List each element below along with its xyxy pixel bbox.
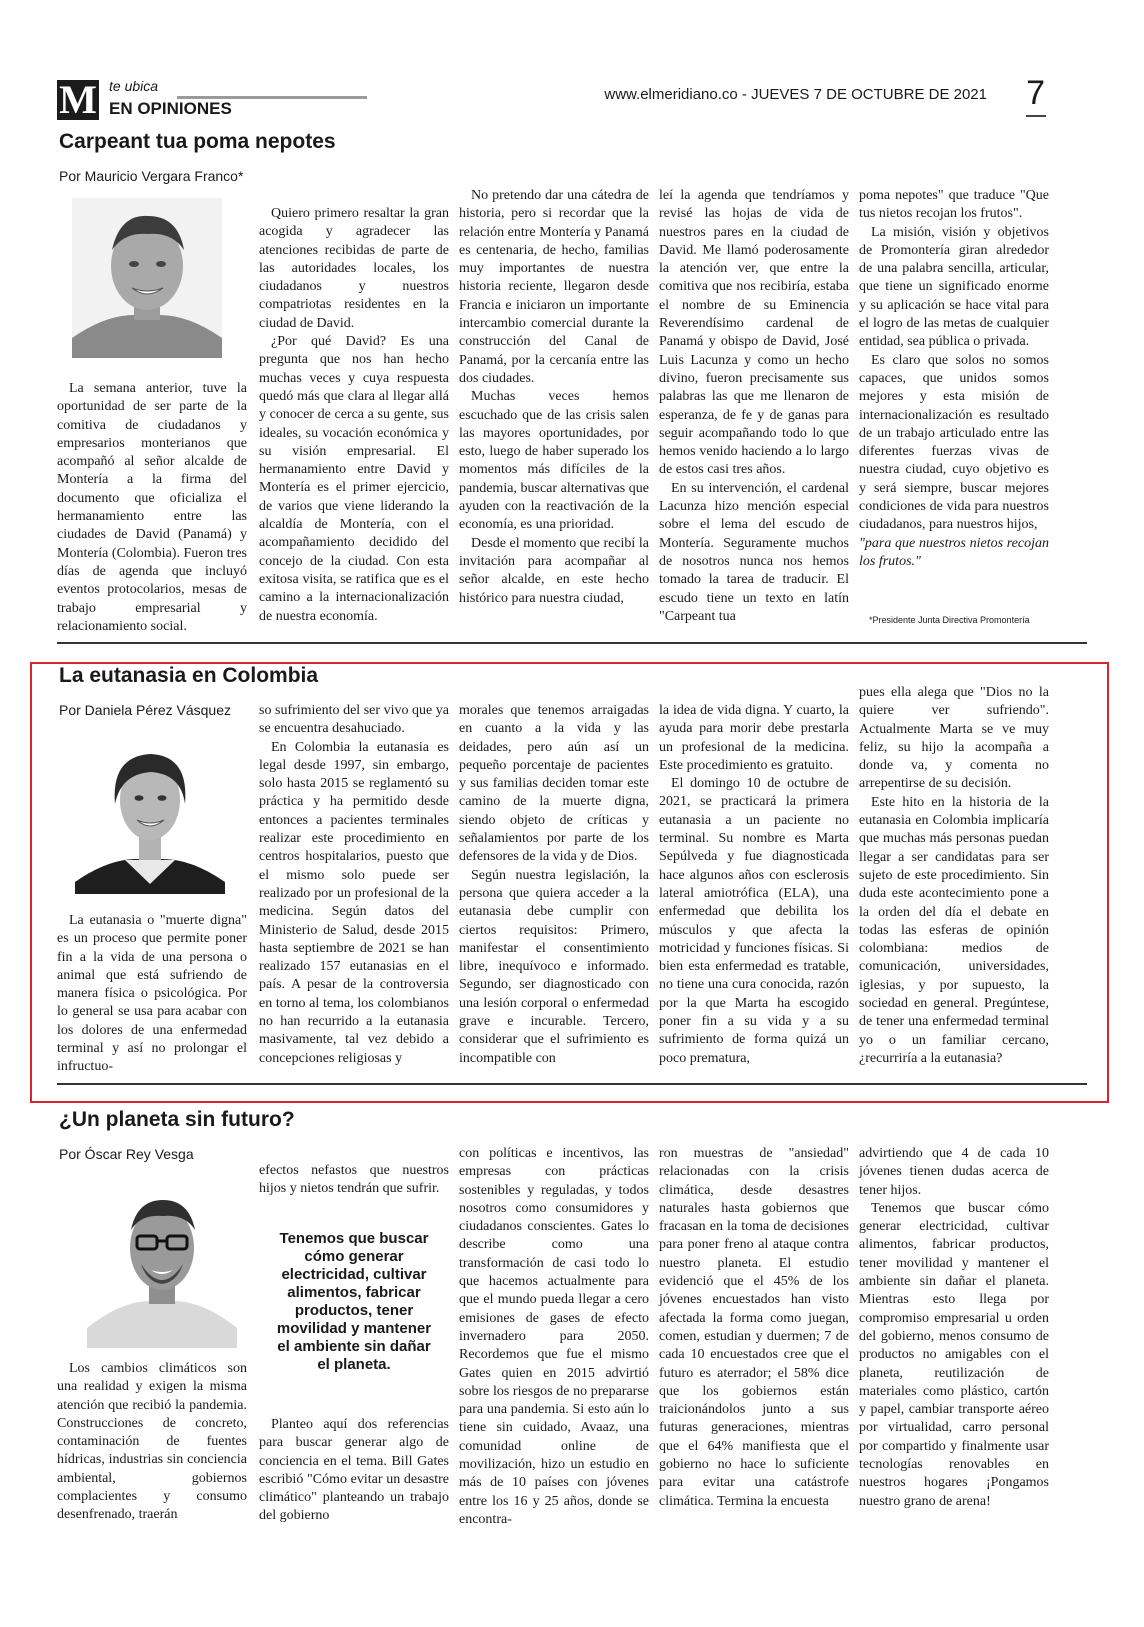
- author-portrait-icon: [72, 198, 222, 358]
- article-column-2: [259, 702, 449, 1068]
- author-footnote: *Presidente Junta Directiva Promontería: [869, 615, 1030, 625]
- article-column-1: [57, 380, 247, 636]
- paragraph: Tenemos que buscar cómo generar electricidad, cultivar alimentos, fabricar productos, tener movilidad y mantener el ambiente sin dañar el planeta. Mientras esto llega por compromiso empresarial u orden del gobierno, menos consumo de productos no amigables con el planeta, reutilización de materiales como plástico, cartón y papel, cambiar transporte aéreo por virtualidad, carro personal por compartido y finalmente usar tecnologías renovables en nuestros hogares ¡Pongamos nuestro grano de arena!: [859, 1200, 1049, 1509]
- paragraph: No pretendo dar una cátedra de historia, pero si recordar que la relación entre Montería y Panamá es centenaria, de hecho, familias muy importantes de nuestra historia reciente, llegaron desde Francia e iniciaron un importante intercambio comercial durante la construcción del Canal de Panamá, por la cercanía entre las dos ciudades.: [459, 188, 649, 386]
- article-byline: Por Óscar Rey Vesga: [59, 1146, 194, 1162]
- paragraph: leí la agenda que tendríamos y revisé las hojas de vida de nuestros pares en la ciudad de David. Me llamó poderosamente la atención ver, que entre la comitiva que nos recibiría, estaba el nombre de su Eminencia Reverendísimo cardenal de Panamá y obispo de David, José Luis Lacunza y como un hecho divino, fueron precisamente sus palabras las que me llenaron de esperanza, de fe y de ganas para seguir acompañando todo lo que hemos venido haciendo a lo largo de estos casi tres años.: [659, 188, 849, 478]
- paragraph: morales que tenemos arraigadas en cuanto a la vida y las deidades, pero aún así un pequeño porcentaje de pacientes y sus familias deciden tomar este camino de la muerte digna, siendo objeto de críticas y señalamientos por parte de los defensores de la vida y de Dios.: [459, 703, 649, 865]
- paragraph: En Colombia la eutanasia es legal desde 1997, sin embargo, solo hasta 2015 se reglamentó su práctica y ha permitido desde entonces a pacientes terminales realizar este procedimiento en centros hospitalarios, puesto que el mismo solo puede ser realizado por un profesional de la medicina. Según datos del Ministerio de Salud, desde 2015 hasta septiembre de 2021 se han realizado 157 eutanasias en el país. A pesar de la controversia en torno al tema, los colombianos no han recurrido a la eutanasia masivamente, tal vez debido a concepciones religiosas y: [259, 739, 449, 1066]
- article-headline: ¿Un planeta sin futuro?: [59, 1108, 295, 1131]
- pull-quote: Tenemos que buscar cómo generar electricidad, cultivar alimentos, fabricar productos, tener movilidad y mantener el ambiente sin dañar el planeta.: [276, 1230, 432, 1373]
- article-headline: La eutanasia en Colombia: [59, 664, 319, 687]
- article-column-5: [859, 1145, 1049, 1511]
- dateline: www.elmeridiano.co - JUEVES 7 DE OCTUBRE DE 2021: [604, 86, 987, 103]
- paragraph: advirtiendo que 4 de cada 10 jóvenes tienen dudas acerca de tener hijos.: [859, 1146, 1049, 1198]
- paragraph: Es claro que solos no somos capaces, que unidos somos mejores y esta misión de internacionalización es resultado de un trabajo articulado entre las diferentes fuerzas vivas de nuestra ciudad, cuyo objetivo es y será siempre, buscar mejores condiciones de vida para nuestros ciudadanos, para nuestros hijos,: [859, 352, 1049, 533]
- article-eutanasia: [57, 662, 1092, 1092]
- article-column-1: [57, 1360, 247, 1525]
- page-number: 7: [1026, 74, 1045, 112]
- article-column-5: [859, 684, 1049, 1068]
- article-column-2: [259, 205, 449, 626]
- page-number-rule: [1026, 115, 1046, 117]
- paragraph: El domingo 10 de octubre de 2021, se practicará la primera eutanasia a un paciente no terminal. Su nombre es Marta Sepúlveda y fue diagnosticada hace algunos años con esclerosis lateral amiotrófica (ELA), una enfermedad que debilita los músculos y que afecta la motricidad y funciones físicas. Si bien esta enfermedad es tratable, no tiene una cura conocida, razón por la que Marta ha escogido poner fin a su vida y a su sufrimiento de forma quizá un poco prematura,: [659, 776, 849, 1066]
- author-portrait-icon: [87, 1178, 237, 1348]
- author-portrait-icon: [75, 734, 225, 894]
- masthead: [57, 76, 1087, 122]
- article-column-2-top: [259, 1162, 449, 1199]
- article-carpeant: [57, 130, 1092, 634]
- paragraph: Planteo aquí dos referencias para buscar generar algo de conciencia en el tema. Bill Gates escribió "Cómo evitar un desastre climático" planteando un trabajo del gobierno: [259, 1417, 449, 1524]
- closing-quote: "para que nuestros nietos recojan los frutos.": [859, 535, 1049, 569]
- newspaper-logo: M: [57, 80, 99, 120]
- paragraph: Muchas veces hemos escuchado que de las crisis salen las mayores oportunidades, por esto, luego de haber superado los momentos más difíciles de la pandemia, buscar alternativas que ayuden con la reactivación de la economía, es una prioridad.: [459, 389, 649, 533]
- section-kicker: te ubica: [109, 78, 159, 94]
- section-divider: [57, 1083, 1087, 1085]
- paragraph: Desde el momento que recibí la invitación para acompañar al señor alcalde, en este hecho histórico para nuestra ciudad,: [459, 535, 649, 606]
- article-column-3: [459, 702, 649, 1068]
- paragraph: Según nuestra legislación, la persona que quiera acceder a la eutanasia debe cumplir con ciertos requisitos: Primero, manifestar el consentimiento libre, inequívoco e informado. Segundo, ser diagnosticado con una lesión corporal o enfermedad grave e incurable. Tercero, considerar que el sufrimiento es incompatible con: [459, 867, 649, 1066]
- paragraph: La semana anterior, tuve la oportunidad de ser parte de la comitiva de ciudadanos y empresarios monterianos que acompañó al señor alcalde de Montería a la firma del documento que oficializa el hermanamiento entre las ciudades de David (Panamá) y Montería (Colombia). Fueron tres días de agenda que incluyó eventos protocolarios, mesas de trabajo empresarial y relacionamiento social.: [57, 381, 247, 634]
- paragraph: Este hito en la historia de la eutanasia en Colombia implicaría que muchas más personas puedan llegar a ser candidatas para ser sujeto de este procedimiento. Sin duda este acontecimiento pone a la orden del día el debate en todas las esferas de opinión colombiana: medios de comunicación, universidades, iglesias, y por supuesto, la sociedad en general. Pregúntese, de tener una enfermedad terminal yo o un familiar cercano, ¿recurriría a la eutanasia?: [859, 794, 1049, 1066]
- article-column-4: [659, 1145, 849, 1511]
- article-column-2-bottom: [259, 1416, 449, 1526]
- paragraph: efectos nefastos que nuestros hijos y nietos tendrán que sufrir.: [259, 1163, 449, 1197]
- paragraph: con políticas e incentivos, las empresas con prácticas sostenibles y reguladas, y todos nosotros como consumidores y ciudadanos conscientes. Gates lo describe como una transformación de casi todo lo que hacemos actualmente para que el mundo pueda llegar a cero emisiones de gases de efecto invernadero para 2050. Recordemos que fue el mismo Gates quien en 2015 advirtió sobre los riesgos de no prepararse para una pandemia. Si esto aún lo tiene sin cuidado, Avaaz, una comunidad online de movilización, hizo un estudio en más de 10 países con jóvenes entre los 16 y 25 años, donde se encontra-: [459, 1146, 649, 1527]
- paragraph: ron muestras de "ansiedad" relacionadas con la crisis climática, desde desastres naturales hasta gobiernos que fracasan en la toma de decisiones para poner freno al ataque contra nuestro planeta. El estudio evidenció que el 45% de los jóvenes encuestados han visto afectada la forma como juegan, comen, estudian y duermen; 7 de cada 10 encuestados cree que el futuro es aterrador; el 58% dice que los gobiernos están traicionándolos junto a sus futuras generaciones, mientras que el 64% manifiesta que el gobierno no hace lo suficiente para evitar una catástrofe climática. Termina la encuesta: [659, 1146, 849, 1509]
- paragraph: pues ella alega que "Dios no la quiere ver sufriendo". Actualmente Marta se ve muy feliz, su hijo la acompaña a donde va, y comenta no arrepentirse de su decisión.: [859, 685, 1049, 792]
- paragraph: La misión, visión y objetivos de Promontería giran alrededor de una palabra sencilla, articular, que tiene un significado enorme y su aplicación se hace vital para el logro de las metas de cualquier entidad, sea pública o privada.: [859, 224, 1049, 350]
- paragraph: Los cambios climáticos son una realidad y exigen la misma atención que recibió la pandemia. Construcciones de concreto, contaminación de fuentes hídricas, industrias sin conciencia ambiental, gobiernos complacientes y consumo desenfrenado, traerán: [57, 1361, 247, 1523]
- paragraph: so sufrimiento del ser vivo que ya se encuentra desahuciado.: [259, 703, 449, 737]
- article-byline: Por Mauricio Vergara Franco*: [59, 168, 244, 184]
- article-column-3: [459, 1145, 649, 1529]
- paragraph: la idea de vida digna. Y cuarto, la ayuda para morir debe prestarla un profesional de la medicina. Este procedimiento es gratuito.: [659, 703, 849, 773]
- article-column-5: [859, 187, 1049, 571]
- article-headline: Carpeant tua poma nepotes: [59, 130, 336, 153]
- article-column-1: [57, 912, 247, 1077]
- article-column-4: [659, 702, 849, 1068]
- paragraph: poma nepotes" que traduce "Que tus nietos recojan los frutos".: [859, 188, 1049, 222]
- section-title: EN OPINIONES: [109, 99, 232, 118]
- section-divider: [57, 642, 1087, 644]
- paragraph: La eutanasia o "muerte digna" es un proceso que permite poner fin a la vida de una persona o animal que está sufriendo de manera física o psicológica. Por lo general se usa para acabar con los dolores de una enfermedad terminal y así no prolongar el infructuo-: [57, 913, 247, 1075]
- article-column-3: [459, 187, 649, 608]
- article-planeta: [57, 1108, 1092, 1608]
- paragraph: ¿Por qué David? Es una pregunta que nos han hecho muchas veces y cuya respuesta quedó más que clara al llegar allá y conocer de cerca a su gente, sus ideales, su vocación económica y su visión empresarial. El hermanamiento entre David y Montería es el primer ejercicio, de varios que viene liderando la alcaldía de Montería, con el acompañamiento decidido del concejo de la ciudad. Con esta exitosa visita, se ratifica que es el camino a la internacionalización de nuestra economía.: [259, 334, 449, 624]
- paragraph: En su intervención, el cardenal Lacunza hizo mención especial sobre el lema del escudo de Montería. Seguramente muchos de nosotros nunca nos hemos tomado la tarea de traducir. El escudo tiene un texto en latín "Carpeant tua: [659, 480, 849, 624]
- article-byline: Por Daniela Pérez Vásquez: [59, 702, 231, 718]
- article-column-4: [659, 187, 849, 626]
- paragraph: Quiero primero resaltar la gran acogida y agradecer las atenciones recibidas de parte de las autoridades locales, los ciudadanos y nuestros compatriotas residentes en la ciudad de David.: [259, 206, 449, 331]
